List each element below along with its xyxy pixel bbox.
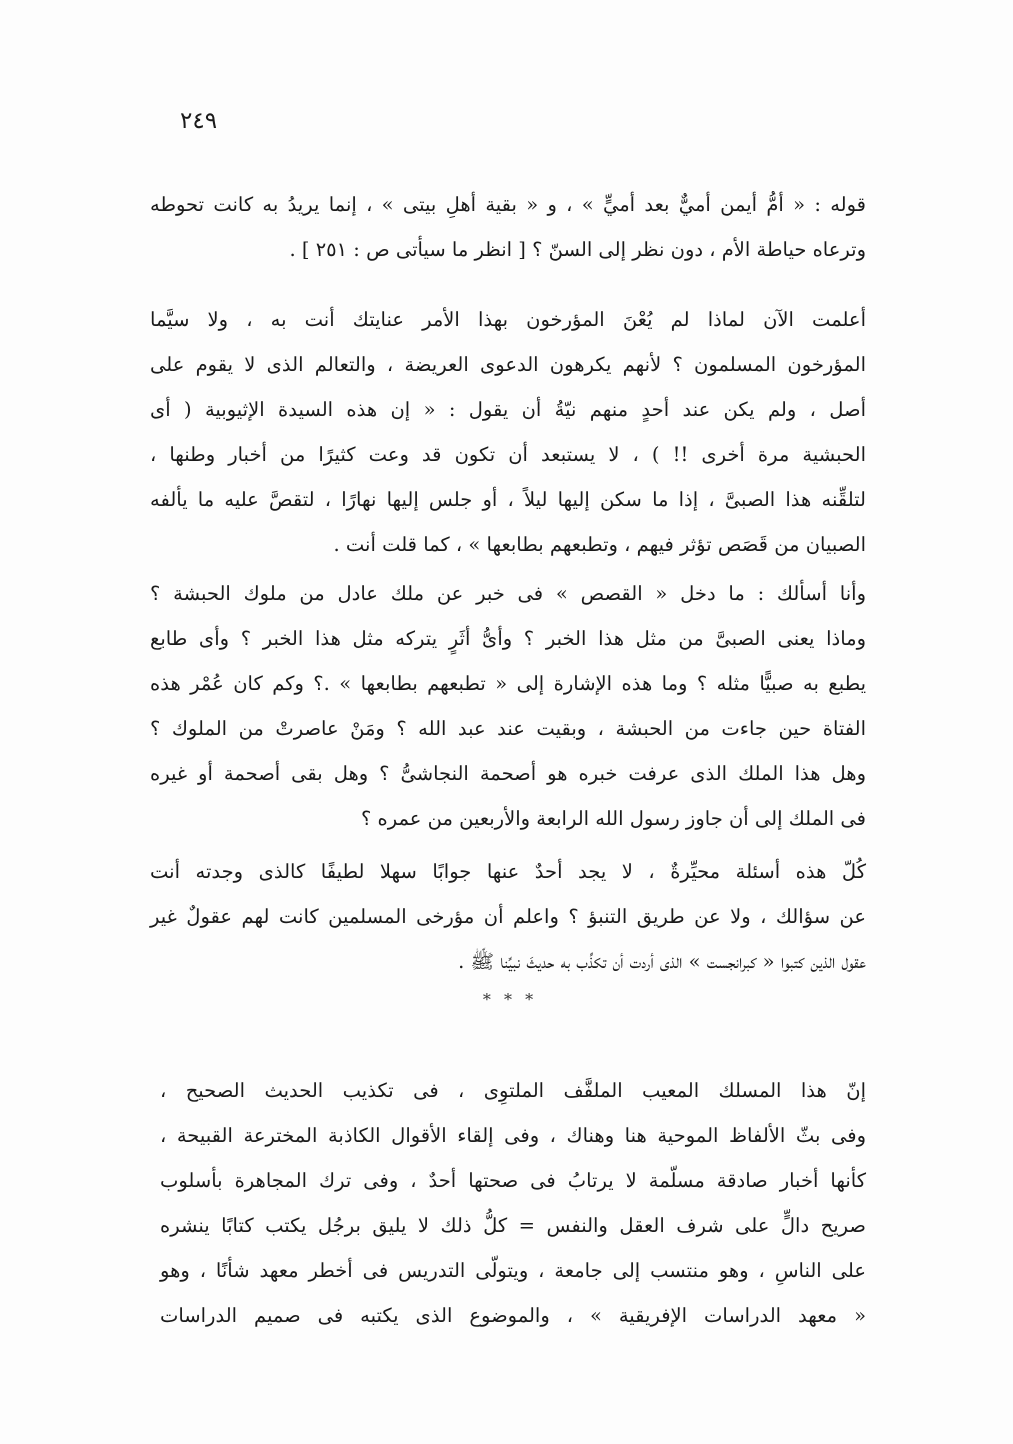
text-line: على الناسِ ، وهو منتسب إلى جامعة ، ويتولّى التدريس فى أخطر معهد شأنًا ، وهو	[160, 1259, 866, 1282]
text-line: لتلقِّنه هذا الصبىَّ ، إذا ما سكن إليها ليلاً ، أو جلس إليها نهارًا ، لتقصَّ عليه ما يألفه	[150, 488, 866, 511]
text-line: إنّ هذا المسلك المعيب الملفَّف الملتوِى ، فى تكذيب الحديث الصحيح ،	[160, 1079, 866, 1102]
text-line: عن سؤالك ، ولا عن طريق التنبؤ ؟ واعلم أن مؤرخى المسلمين كانت لهم عقولٌ غير	[150, 905, 866, 928]
text-line: أعلمت الآن لماذا لم يُعْنَ المؤرخون بهذا الأمر عنايتك أنت به ، ولا سيَّما	[150, 308, 866, 331]
text-line: عقول الذين كتبوا « كبرانجست » الذى أردت أن تكذِّب به حديثَ نبيِّنا ﷺ .	[458, 950, 866, 973]
text-line: « معهد الدراسات الإفريقية » ، والموضوع الذى يكتبه فى صميم الدراسات	[160, 1304, 866, 1327]
text-line: صريح دالٍّ على شرف العقل والنفس = كلُّ ذلك لا يليق برجُل يكتب كتابًا ينشره	[160, 1214, 866, 1237]
text-line: وترعاه حياطة الأم ، دون نظر إلى السنّ ؟ [ انظر ما سيأتى ص : ٢٥١ ] .	[289, 238, 866, 261]
text-line: وهل هذا الملك الذى عرفت خبره هو أصحمة النجاشىُّ ؟ وهل بقى أصحمة أو غيره	[150, 762, 866, 785]
text-line: المؤرخون المسلمون ؟ لأنهم يكرهون الدعوى العريضة ، والتعالم الذى لا يقوم على	[150, 353, 866, 376]
text-line: كُلّ هذه أسئلة محيِّرةٌ ، لا يجد أحدٌ عنها جوابًا سهلا لطيفًا كالذى وجدته أنت	[150, 860, 866, 883]
text-line: الصبيان من قَصَص تؤثر فيهم ، وتطبعهم بطابعها » ، كما قلت أنت .	[333, 533, 866, 556]
text-line: قوله : « أمُّ أيمن أميٌّ بعد أميٍّ » ، و « بقية أهلِ بيتى » ، إنما يريدُ به كانت تحوطه	[150, 193, 866, 216]
text-line: كأنها أخبار صادقة مسلّمة لا يرتابُ فى صحتها أحدٌ ، وفى ترك المجاهرة بأسلوب	[160, 1169, 866, 1192]
text-line: يطبع به صبيًّا مثله ؟ وما هذه الإشارة إلى « تطبعهم بطابعها » .؟ وكم كان عُمْر هذه	[150, 672, 866, 695]
paragraph-2	[150, 297, 866, 567]
paragraph-4	[150, 849, 866, 984]
text-line: فى الملك إلى أن جاوز رسول الله الرابعة والأربعين من عمره ؟	[360, 807, 866, 830]
page-number: ٢٤٩	[180, 108, 218, 134]
section-separator: * * *	[482, 990, 538, 1009]
paragraph-3	[150, 571, 866, 841]
text-line: الحبشية مرة أخرى !! ) ، لا يستبعد أن تكون قد وعت كثيرًا من أخبار وطنها ،	[150, 443, 866, 466]
text-line: وماذا يعنى الصبىَّ من مثل هذا الخبر ؟ وأىُّ أثَرٍ يتركه مثل هذا الخبر ؟ وأى طابع	[150, 627, 866, 650]
text-line: الفتاة حين جاءت من الحبشة ، وبقيت عند عبد الله ؟ ومَنْ عاصرتْ من الملوك ؟	[150, 717, 866, 740]
paragraph-5	[160, 1068, 866, 1338]
text-line: أصل ، ولم يكن عند أحدٍ منهم نيّةُ أن يقول : « إن هذه السيدة الإثيوبية ( أى	[150, 398, 866, 421]
text-line: وفى بثّ الألفاظ الموحية هنا وهناك ، وفى إلقاء الأقوال الكاذبة المخترعة القبيحة ،	[160, 1124, 866, 1147]
text-line: وأنا أسألك : ما دخل « القصص » فى خبر عن ملك عادل من ملوك الحبشة ؟	[150, 582, 866, 605]
paragraph-1	[150, 182, 866, 272]
